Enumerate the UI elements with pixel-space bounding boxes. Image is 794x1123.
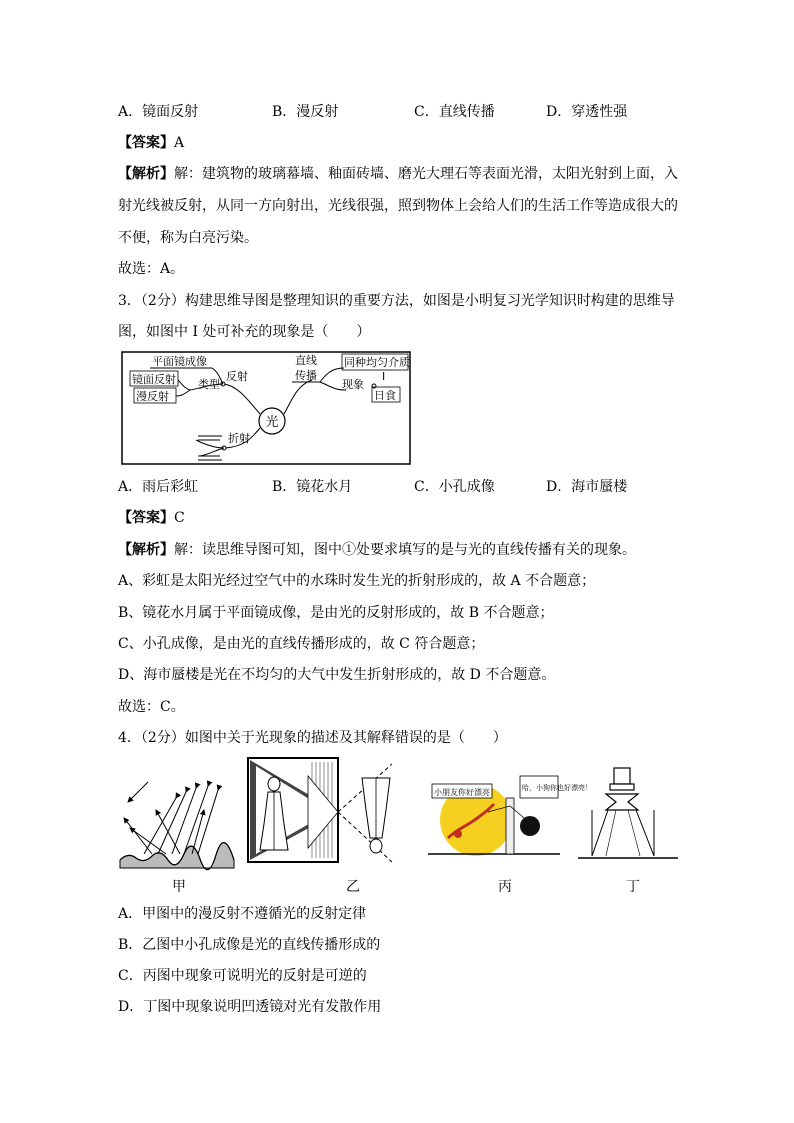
caption-ding: 丁 (626, 879, 640, 895)
straight-line-label-2: 传播 (295, 369, 317, 382)
diffuse-label: 漫反射 (136, 390, 169, 403)
figure-ding-lens (578, 766, 680, 862)
option-a: A．雨后彩虹 (118, 479, 199, 495)
answer-value: C (174, 510, 185, 526)
option-c: C．直线传播 (414, 104, 495, 120)
analysis-text: 解：建筑物的玻璃幕墙、釉面砖墙、磨光大理石等表面光滑，太阳光射到上面，入 (174, 166, 678, 182)
q2-analysis-line-2: 射光线被反射，从同一方向射出，光线很强，照到物体上会给人们的生活工作等造成很大的 (118, 198, 678, 214)
option-b: B．镜花水月 (272, 479, 353, 495)
bubble-left-text: 小朋友你好漂亮！ (434, 788, 498, 797)
option-c: C．小孔成像 (414, 479, 495, 495)
option-d: D．穿透性强 (546, 104, 628, 120)
q2-choice: 故选：A。 (118, 261, 185, 277)
option-d: D．海市蜃楼 (546, 479, 628, 495)
figure-yi-pinhole-imaging (246, 754, 396, 866)
q3-choice: 故选：C。 (118, 699, 185, 715)
q3-analysis-line-1 (118, 540, 636, 560)
refraction-label: 折射 (228, 432, 250, 445)
center-label: 光 (265, 415, 279, 430)
solar-eclipse-label: 日食 (374, 389, 396, 402)
figure-jia-diffuse-reflection (118, 780, 236, 868)
q3-answer (118, 508, 185, 528)
q4-option-a: A．甲图中的漫反射不遵循光的反射定律 (118, 906, 367, 922)
type-label: 类型 (198, 378, 220, 391)
mind-map-figure (120, 350, 412, 466)
q3-analysis-line-5: D、海市蜃楼是光在不均匀的大气中发生折射形成的，故 D 不合题意。 (118, 667, 556, 683)
bubble-right-text: 哈，小狗你也好漂亮！ (522, 784, 592, 792)
q2-analysis-line-1 (118, 164, 678, 184)
caption-yi: 乙 (346, 879, 360, 895)
q4-option-c: C．丙图中现象可说明光的反射是可逆的 (118, 968, 367, 984)
uniform-medium-label: 同种均匀介质 (344, 356, 410, 369)
caption-jia: 甲 (172, 879, 186, 895)
reflection-label: 反射 (226, 370, 248, 383)
q3-stem-line-2: 图，如图中 I 处可补充的现象是（ ） (118, 324, 371, 340)
q2-answer (118, 133, 184, 153)
straight-line-label-1: 直线 (295, 354, 317, 367)
q3-analysis-line-4: C、小孔成像，是由光的直线传播形成的，故 C 符合题意； (118, 636, 485, 652)
option-b: B．漫反射 (272, 104, 339, 120)
q2-analysis-line-3: 不便，称为白亮污染。 (118, 230, 258, 246)
analysis-tag: 【解析】 (118, 166, 174, 182)
answer-tag: 【答案】 (118, 510, 174, 526)
specular-label: 镜面反射 (132, 373, 176, 386)
analysis-tag: 【解析】 (118, 542, 174, 558)
phenomenon-label: 现象 (342, 378, 364, 391)
option-a: A．镜面反射 (118, 104, 199, 120)
figure-bing-mirror-reversibility (428, 768, 592, 858)
q4-option-b: B．乙图中小孔成像是光的直线传播形成的 (118, 937, 381, 953)
q3-analysis-line-3: B、镜花水月属于平面镜成像，是由光的反射形成的，故 B 不合题意； (118, 605, 554, 621)
q3-analysis-line-2: A、彩虹是太阳光经过空气中的水珠时发生光的折射形成的，故 A 不合题意； (118, 573, 596, 589)
answer-tag: 【答案】 (118, 135, 174, 151)
analysis-text: 解：读思维导图可知，图中①处要求填写的是与光的直线传播有关的现象。 (174, 542, 636, 558)
q4-stem: 4．（2分）如图中关于光现象的描述及其解释错误的是（ ） (118, 730, 507, 746)
answer-value: A (174, 135, 185, 151)
q3-stem-line-1: 3．（2分）构建思维导图是整理知识的重要方法，如图是小明复习光学知识时构建的思维导 (118, 293, 675, 309)
plane-mirror-label: 平面镜成像 (152, 355, 207, 368)
caption-bing: 丙 (498, 879, 512, 895)
q4-option-d: D．丁图中现象说明凹透镜对光有发散作用 (118, 999, 382, 1015)
roman-one-label: I (382, 370, 386, 383)
